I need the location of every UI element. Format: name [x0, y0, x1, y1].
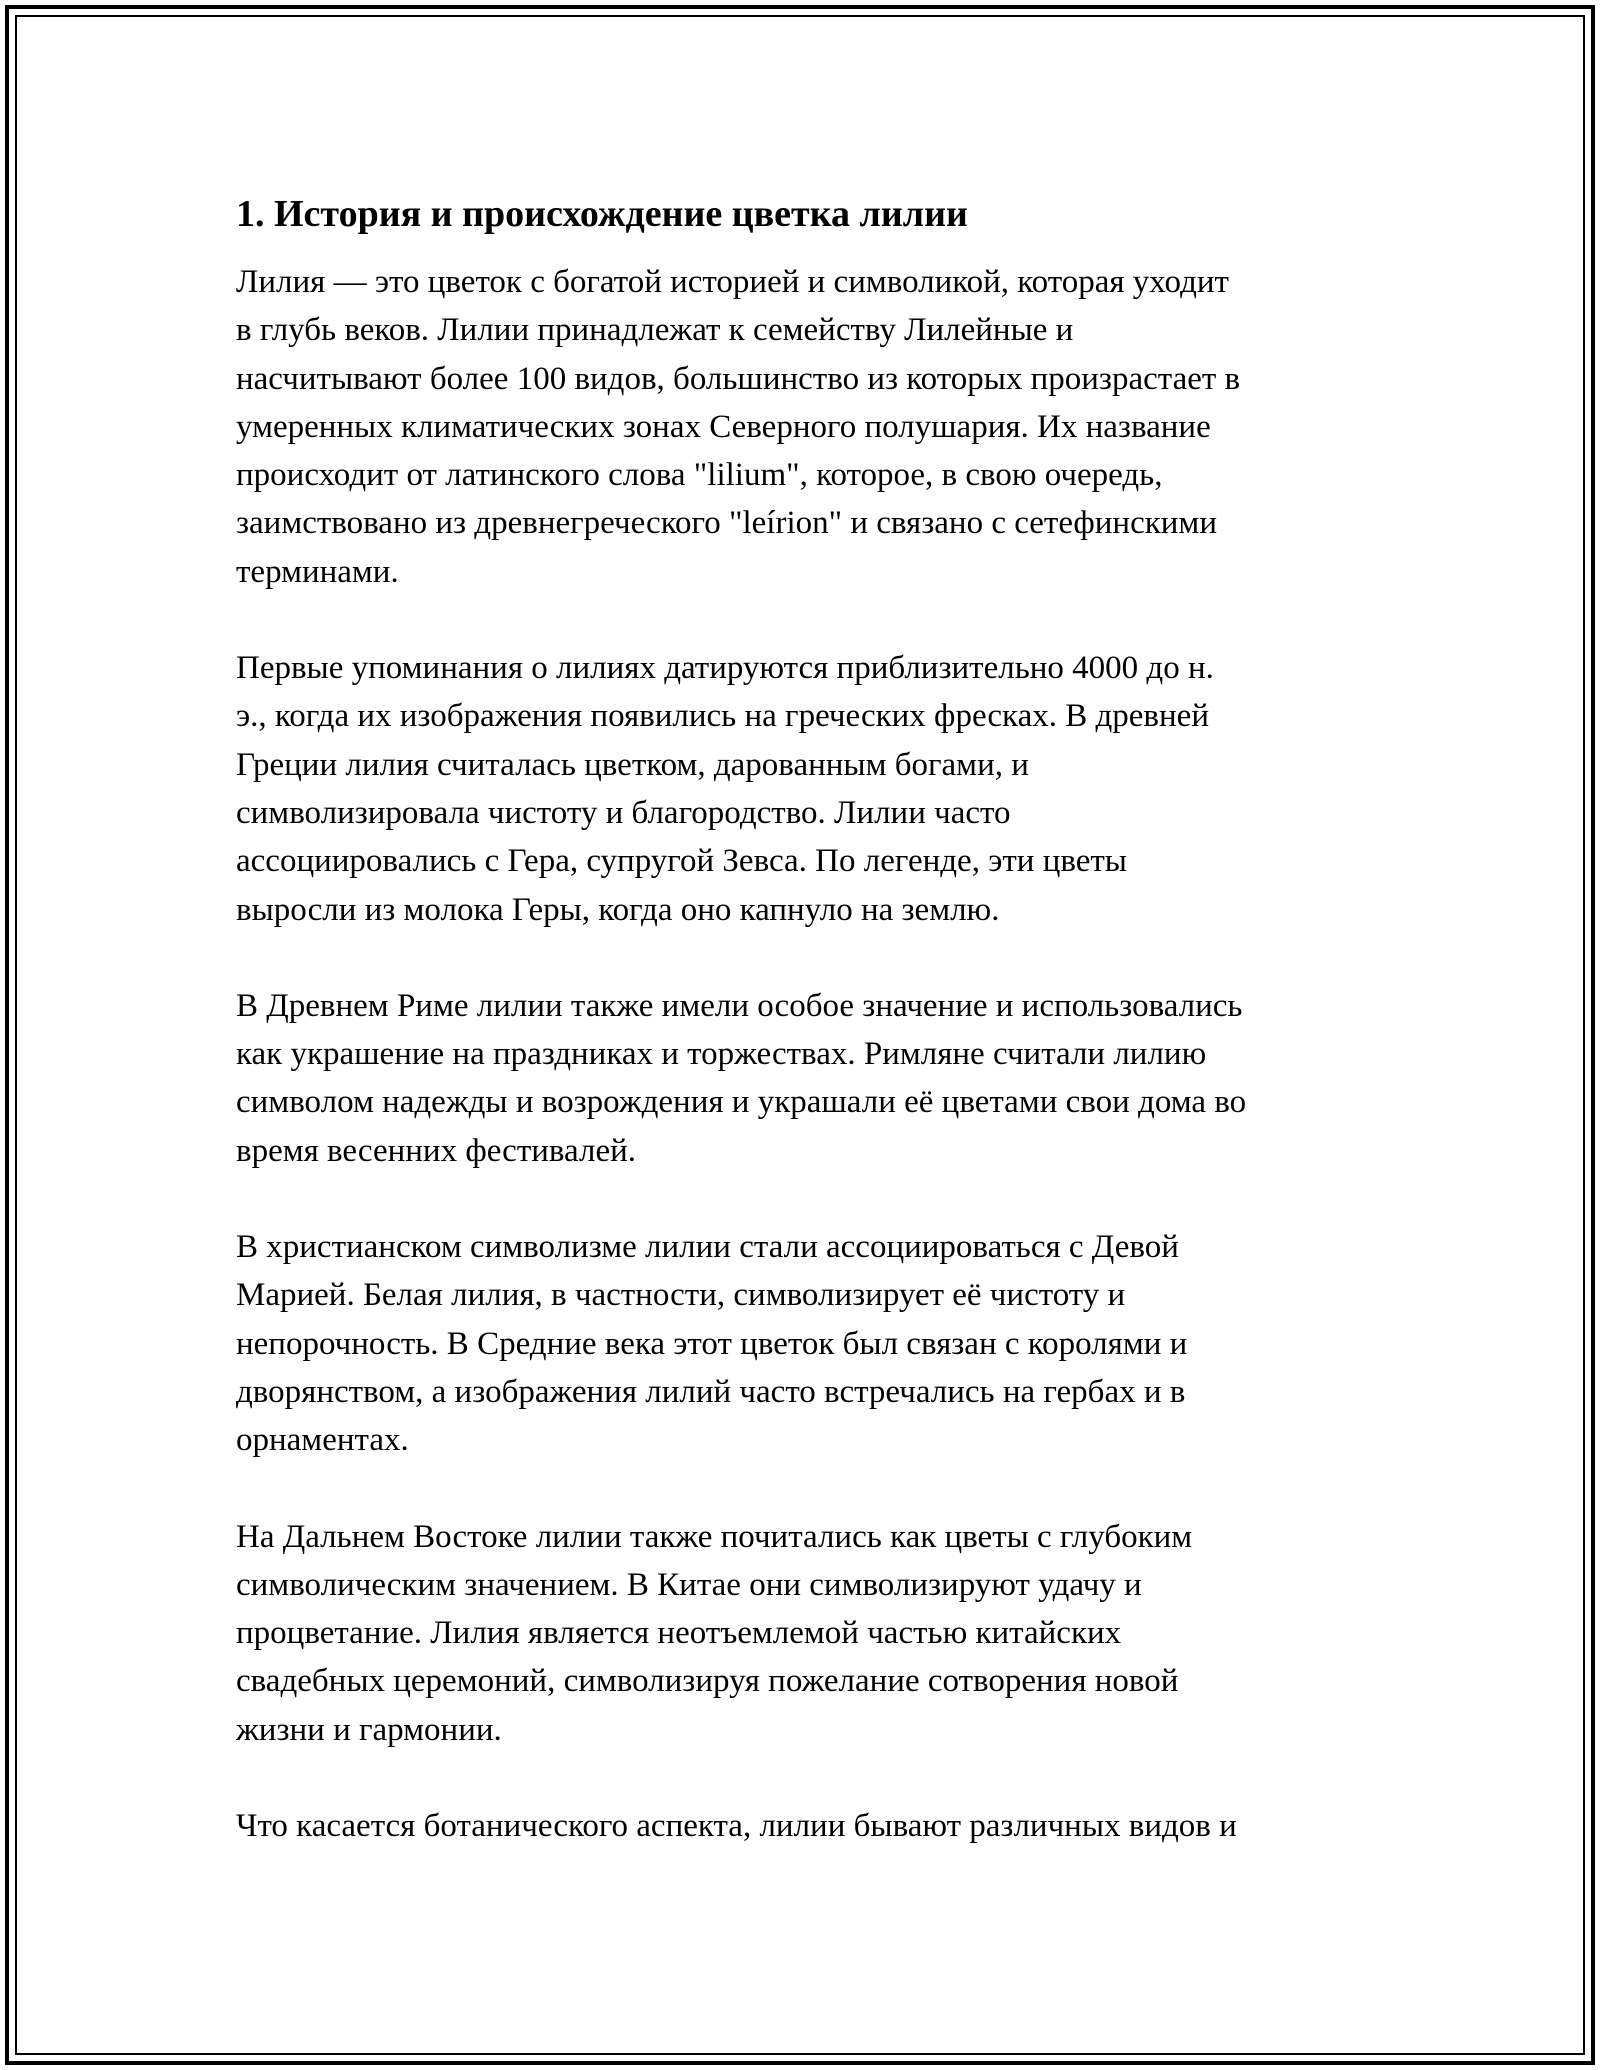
document-body — [236, 190, 1376, 1898]
section-heading: 1. История и происхождение цветка лилии — [236, 193, 968, 235]
paragraph-christian-symbolism: В христианском символизме лилии стали ассоциироваться с Девой Марией. Белая лилия, в частности, символизирует её чистоту и непорочность. В Средние века этот цветок был связан с королями и дворянством, а изображения лилий часто встречались на гербах и в орнаментах. — [236, 1229, 1188, 1459]
paragraph-far-east: На Дальнем Востоке лилии также почитались как цветы с глубоким символическим значением. В Китае они символизируют удачу и процветание. Лилия является неотъемлемой частью китайских свадебных церемоний, символизируя пожелание сотворения новой жизни и гармонии. — [236, 1518, 1193, 1748]
paragraph-ancient-rome: В Древнем Риме лилии также имели особое значение и использовались как украшение на праздниках и торжествах. Римляне считали лилию символом надежды и возрождения и украшали её цветами свои дома во время весенних фестивалей. — [236, 987, 1247, 1169]
paragraph-ancient-greece: Первые упоминания о лилиях датируются приблизительно 4000 до н. э., когда их изображения появились на греческих фресках. В древней Греции лилия считалась цветком, дарованным богами, и символизировала чистоту и благородство. Лилии часто ассоциировались с Гера, супругой Зевса. По легенде, эти цветы выросли из молока Геры, когда оно капнуло на землю. — [236, 650, 1214, 928]
paragraph-botany: Что касается ботанического аспекта, лилии бывают различных видов и — [236, 1808, 1237, 1845]
paragraph-origin: Лилия — это цветок с богатой историей и символикой, которая уходит в глубь веков. Лилии принадлежат к семейству Лилейные и насчитывают более 100 видов, большинство из которых произрастает в умеренных климатических зонах Северного полушария. Их название происходит от латинского слова "lilium", которое, в свою очередь, заимствовано из древнегреческого "leírion" и связано с сетефинскими терминами. — [236, 264, 1241, 590]
